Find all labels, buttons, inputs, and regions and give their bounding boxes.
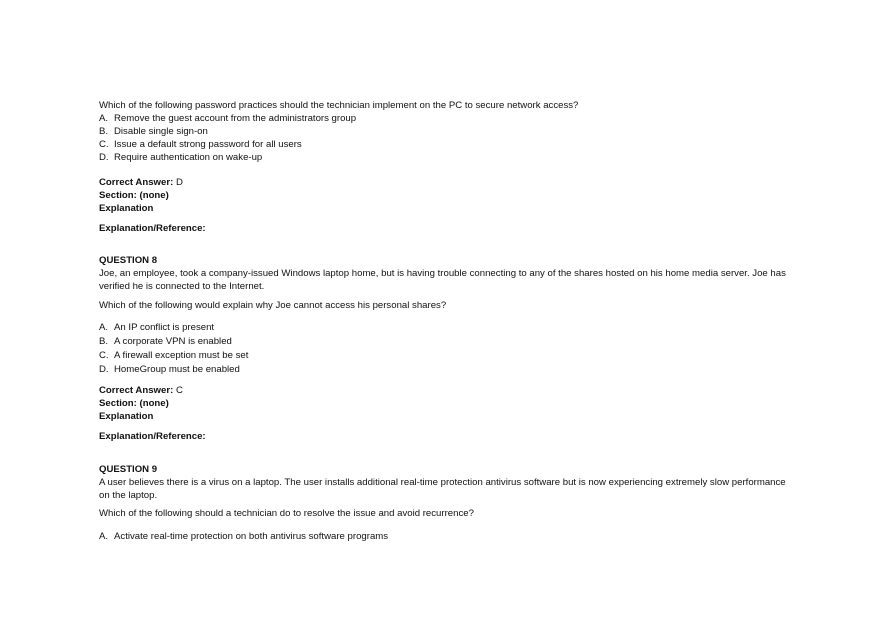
option-d xyxy=(99,151,789,164)
option-text: A corporate VPN is enabled xyxy=(114,336,232,347)
explanation-label: Explanation xyxy=(99,203,154,214)
question-9-options xyxy=(99,530,789,543)
explanation-reference-label: Explanation/Reference: xyxy=(99,431,206,442)
option-text: Activate real-time protection on both antivirus software programs xyxy=(114,531,389,542)
question-8-options xyxy=(99,321,789,376)
question-8 xyxy=(99,254,789,293)
option-text: Disable single sign-on xyxy=(114,126,208,137)
question-title: QUESTION 8 xyxy=(99,255,158,266)
question-prompt: Which of the following password practices should the technician implement on the PC to secure network access? xyxy=(99,100,579,111)
question-prompt: Which of the following should a technician do to resolve the issue and avoid recurrence? xyxy=(99,508,474,519)
option-letter: A. xyxy=(99,322,109,333)
option-text: Require authentication on wake-up xyxy=(114,152,263,163)
option-b xyxy=(99,125,789,138)
correct-answer-value: C xyxy=(175,385,183,396)
option-c xyxy=(99,349,789,362)
option-letter: B. xyxy=(99,336,109,347)
option-d xyxy=(99,363,789,376)
option-text: Remove the guest account from the administrators group xyxy=(114,113,357,124)
section-label: Section: (none) xyxy=(99,398,169,409)
correct-answer-label: Correct Answer: xyxy=(99,177,174,188)
question-body: Joe, an employee, took a company-issued Windows laptop home, but is having trouble connecting to any of the shares hosted on his home media server. Joe has verified he is connected to the Internet. xyxy=(99,268,786,292)
option-text: An IP conflict is present xyxy=(114,322,215,333)
option-letter: A. xyxy=(99,113,109,124)
answer-block-8 xyxy=(99,384,789,423)
option-letter: C. xyxy=(99,350,109,361)
section-label: Section: (none) xyxy=(99,190,169,201)
option-b xyxy=(99,335,789,348)
question-prompt: Which of the following would explain why Joe cannot access his personal shares? xyxy=(99,300,447,311)
option-letter: A. xyxy=(99,531,109,542)
option-letter: C. xyxy=(99,139,109,150)
option-a xyxy=(99,321,789,334)
option-letter: D. xyxy=(99,152,109,163)
correct-answer xyxy=(99,176,789,189)
correct-answer xyxy=(99,384,789,397)
question-body: A user believes there is a virus on a laptop. The user installs additional real-time protection antivirus software but is now experiencing extremely slow performance on the laptop. xyxy=(99,477,786,501)
answer-block-7 xyxy=(99,176,789,215)
explanation-reference-label: Explanation/Reference: xyxy=(99,223,206,234)
option-letter: D. xyxy=(99,364,109,375)
option-letter: B. xyxy=(99,126,109,137)
option-text: Issue a default strong password for all users xyxy=(114,139,302,150)
correct-answer-label: Correct Answer: xyxy=(99,385,174,396)
question-7 xyxy=(99,99,789,164)
question-title: QUESTION 9 xyxy=(99,464,158,475)
option-a xyxy=(99,112,789,125)
question-9 xyxy=(99,463,789,502)
option-text: HomeGroup must be enabled xyxy=(114,364,240,375)
correct-answer-value: D xyxy=(175,177,183,188)
explanation-label: Explanation xyxy=(99,411,154,422)
option-c xyxy=(99,138,789,151)
option-a xyxy=(99,530,789,543)
option-text: A firewall exception must be set xyxy=(114,350,249,361)
